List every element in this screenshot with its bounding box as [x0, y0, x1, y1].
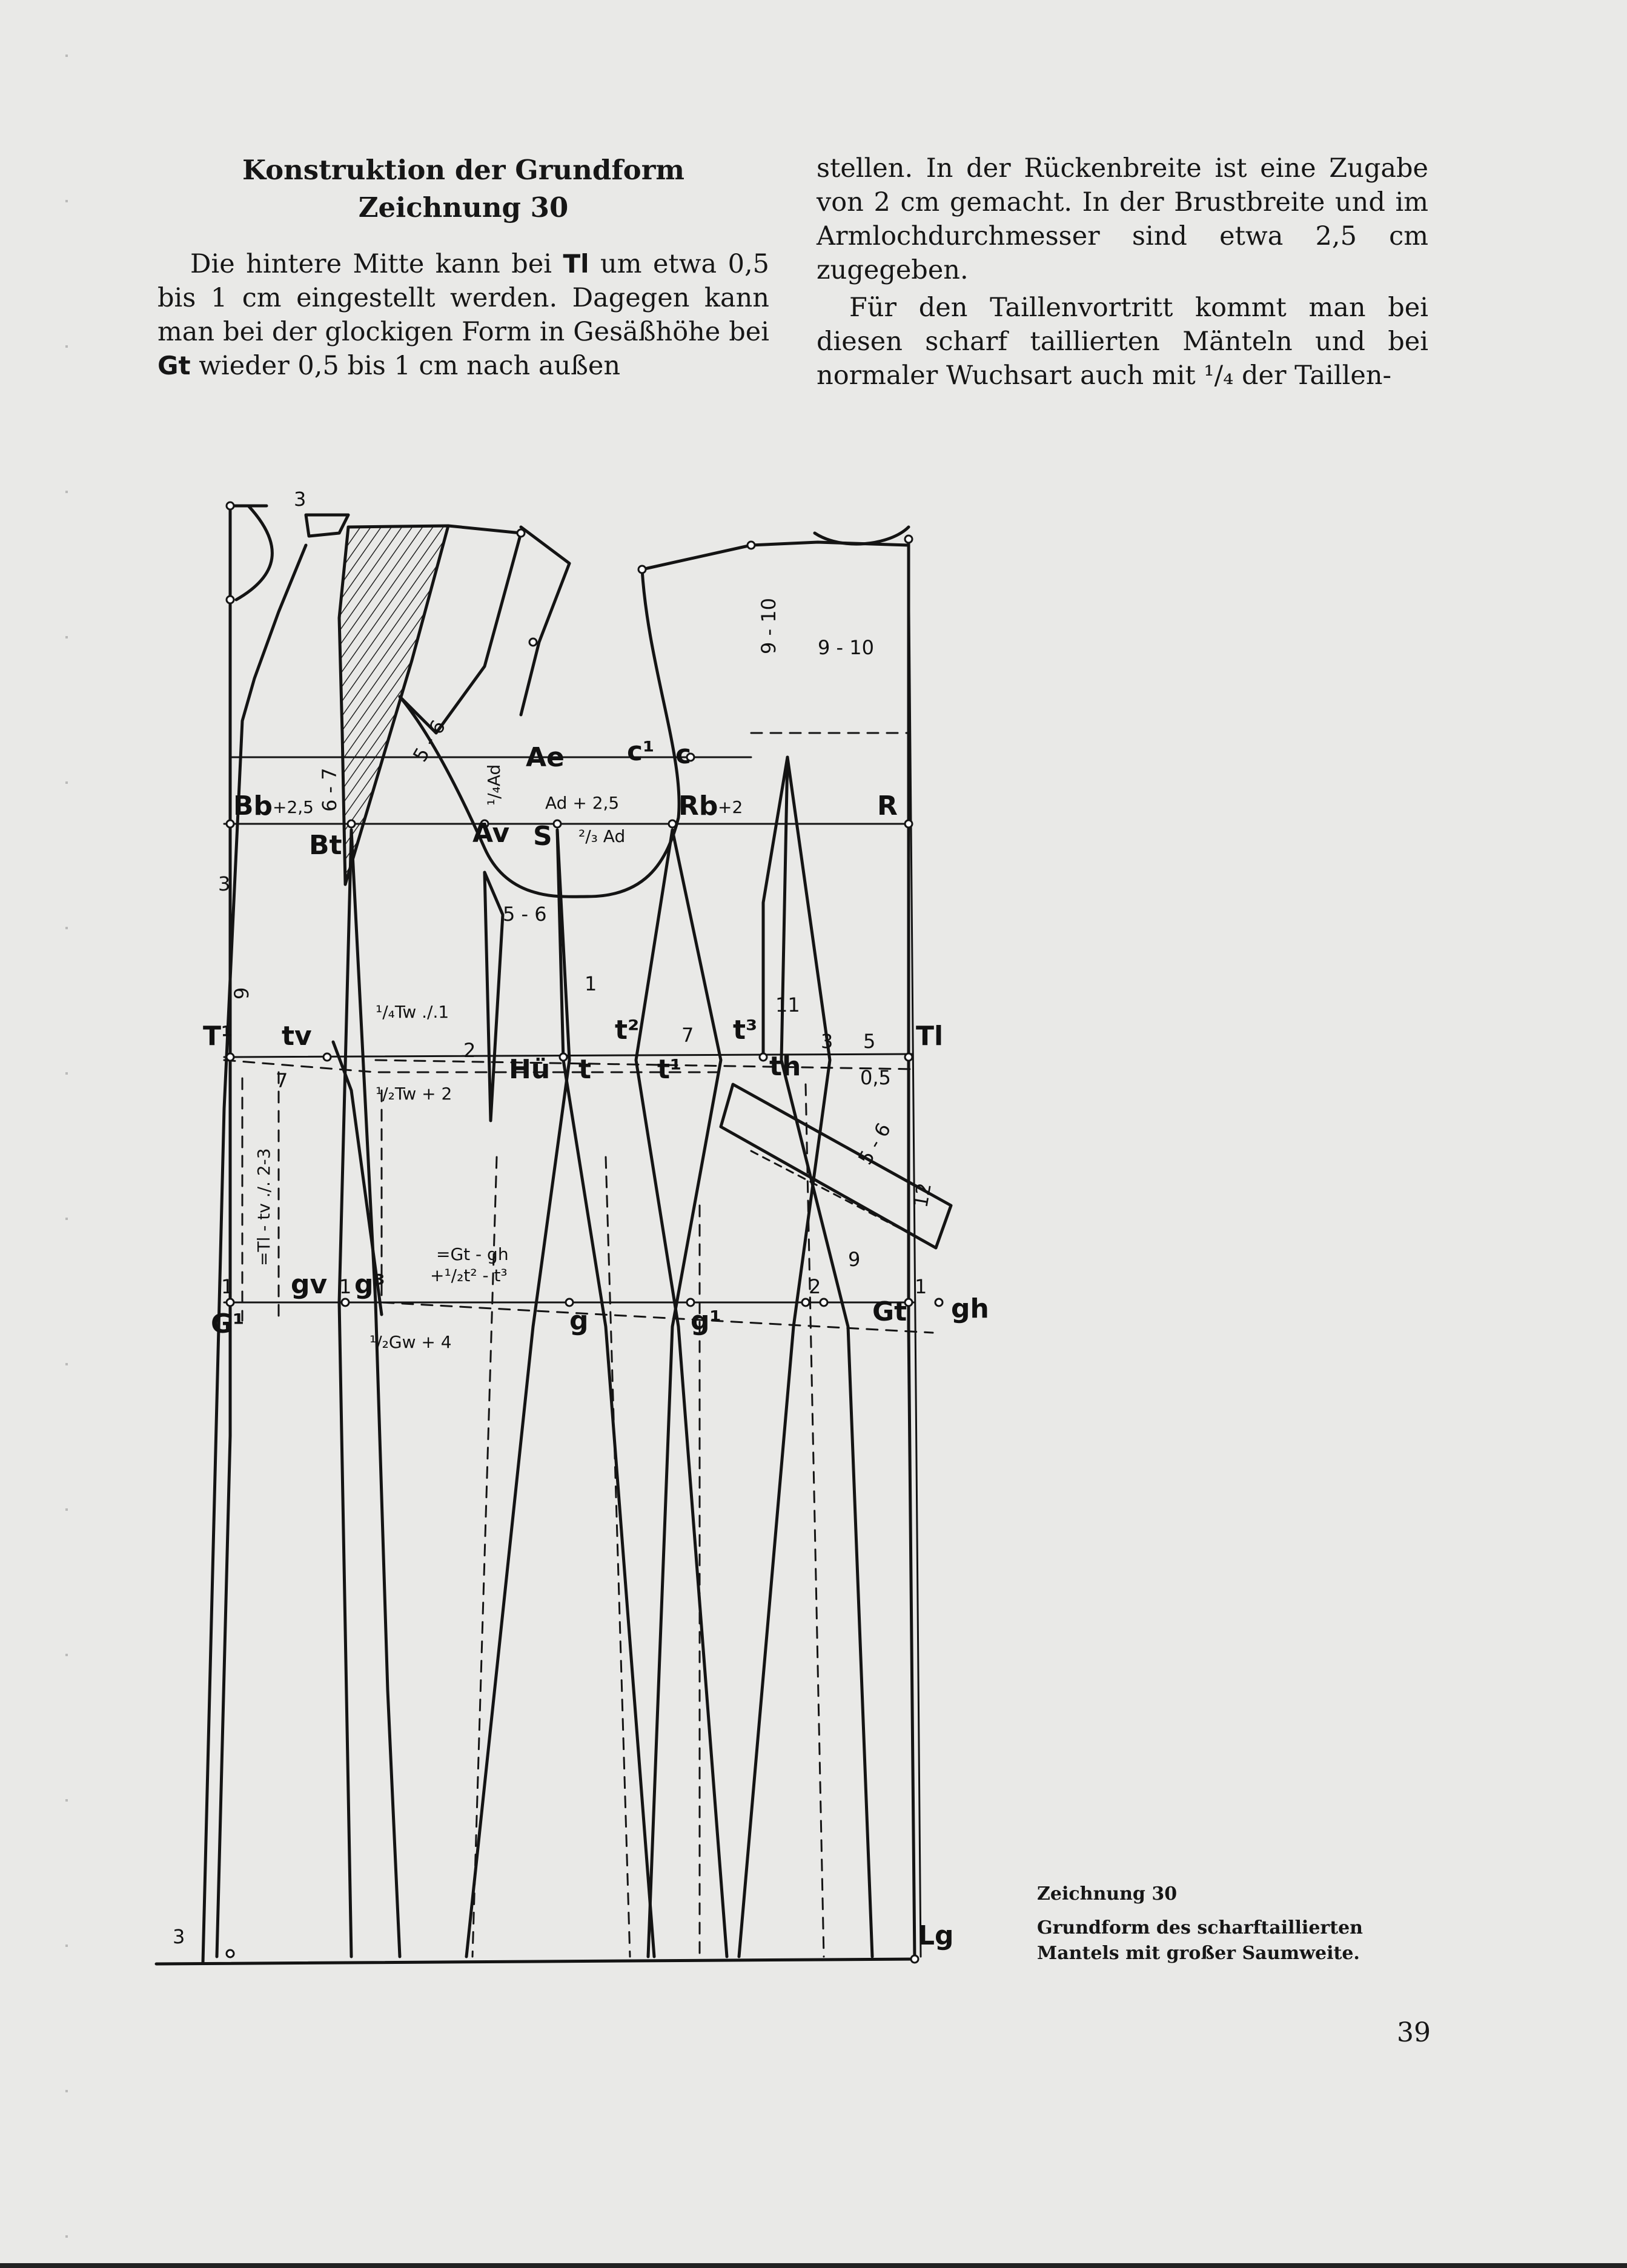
dart-av	[485, 872, 503, 1121]
measure-half-gw: ¹/₂Gw + 4	[369, 1332, 452, 1352]
label-av: Av	[472, 818, 510, 849]
measure-1-c: 1	[915, 1275, 927, 1298]
label-tl: Tl	[916, 1021, 944, 1052]
label-gv: gv	[291, 1269, 328, 1300]
measure-2-b: 2	[809, 1275, 821, 1298]
measure-quarter-tw: ¹/₄Tw ./.1	[376, 1002, 449, 1022]
collar-wedge	[339, 526, 451, 884]
label-tv: tv	[282, 1021, 312, 1052]
hem-line	[156, 1959, 916, 1964]
label-t1-lower: t¹	[657, 1054, 682, 1085]
pattern-diagram	[145, 479, 1030, 1969]
measure-gt-formula-2: +¹/₂t² - t³	[430, 1265, 508, 1285]
measure-5-6-a: 5 - 6	[408, 716, 451, 766]
label-gt: Gt	[872, 1296, 907, 1327]
label-g1: G¹	[211, 1308, 245, 1339]
label-quarter-ad: ¹/₄Ad	[484, 764, 504, 806]
measure-9-c: 9	[848, 1248, 861, 1271]
back-shoulder	[236, 506, 272, 600]
page-number: 39	[1397, 2017, 1431, 2048]
left-text-column	[157, 151, 769, 383]
label-t2: t²	[615, 1015, 640, 1046]
label-s: S	[533, 821, 552, 852]
label-ad-add: Ad + 2,5	[545, 793, 620, 813]
left-outer-line	[217, 506, 230, 1957]
label-hu: Hü	[509, 1054, 551, 1085]
front-centre-line	[909, 539, 915, 1959]
front-centre-outer	[909, 539, 921, 1957]
label-ae: Ae	[526, 742, 565, 773]
label-th: th	[769, 1051, 801, 1082]
label-bt: Bt	[309, 830, 342, 861]
section-heading: Konstruktion der Grundform Zeichnung 30	[242, 154, 685, 224]
measure-11: 11	[775, 993, 800, 1016]
label-g3: g³	[354, 1269, 385, 1300]
label-t3: t³	[733, 1015, 758, 1046]
right-text-column	[817, 151, 1428, 393]
measure-1: 1	[585, 972, 597, 995]
measure-7-a: 7	[276, 1069, 288, 1092]
label-lg: Lg	[918, 1920, 954, 1951]
measure-3-bottom: 3	[173, 1925, 185, 1948]
margin-dots	[65, 0, 68, 2268]
caption-title: Zeichnung 30	[1037, 1883, 1178, 1905]
measure-6-7: 6 - 7	[318, 768, 341, 812]
measure-5-6-b: 5 - 6	[503, 903, 547, 926]
measure-5-6-c: 5 - 6	[853, 1119, 896, 1169]
measure-9-10-vertical: 9 - 10	[757, 598, 780, 654]
label-r: R	[877, 791, 898, 821]
label-g1-lower: g¹	[691, 1305, 721, 1336]
measure-3-top: 3	[294, 488, 307, 511]
label-gh: gh	[951, 1293, 989, 1324]
label-t: t	[578, 1054, 592, 1085]
label-rb-add: +2	[718, 797, 743, 817]
measure-2: 2	[463, 1039, 476, 1062]
measure-9-left: 9	[230, 987, 253, 1000]
measure-1-b: 1	[339, 1275, 352, 1298]
label-g: g	[569, 1305, 589, 1336]
label-c: c	[675, 739, 692, 770]
measure-12: 12	[909, 1181, 936, 1210]
measure-3-b: 3	[821, 1030, 833, 1053]
measure-tl-formula: =Tl - tv ./. 2-3	[254, 1148, 274, 1266]
measure-half-tw: ¹/₂Tw + 2	[376, 1084, 452, 1104]
measure-7-b: 7	[681, 1024, 694, 1047]
pocket-flap	[721, 1084, 951, 1248]
caption-line-2: Mantels mit großer Saumweite.	[1037, 1943, 1360, 1964]
label-t1: T¹	[203, 1021, 233, 1052]
measure-gt-formula-1: =Gt - gh	[436, 1244, 509, 1264]
caption-line-1: Grundform des scharftaillierten	[1037, 1917, 1363, 1938]
measure-1-a: 1	[221, 1275, 234, 1298]
left-paragraph: Die hintere Mitte kann bei Tl um etwa 0,5 bis 1 cm eingestellt werden. Dagegen kann man bei der glockigen Form in Gesäßhöhe bei Gt wieder 0,5 bis 1 cm nach außen	[157, 249, 770, 381]
measure-9-10-horizontal: 9 - 10	[818, 636, 874, 659]
right-paragraph-1: stellen. In der Rückenbreite ist eine Zugabe von 2 cm gemacht. In der Brustbreite und im Armlochdurchmesser sind etwa 2,5 cm zugegeben.	[817, 153, 1428, 285]
figure-caption	[1037, 1882, 1413, 1966]
label-bb: Bb	[233, 791, 273, 821]
label-bb-add: +2,5	[273, 797, 314, 817]
label-c1: c¹	[627, 736, 655, 767]
measure-3-left: 3	[218, 872, 231, 895]
measure-0-5: 0,5	[860, 1066, 891, 1089]
label-two-thirds-ad: ²/₃ Ad	[578, 826, 626, 846]
label-rb: Rb	[678, 791, 718, 821]
measure-5: 5	[863, 1030, 876, 1053]
right-paragraph-2: Für den Taillenvortritt kommt man bei diesen scharf taillierten Mänteln und bei normaler Wuchsart auch mit ¹/₄ der Taillen-	[817, 293, 1428, 391]
page-edge	[0, 2263, 1627, 2268]
